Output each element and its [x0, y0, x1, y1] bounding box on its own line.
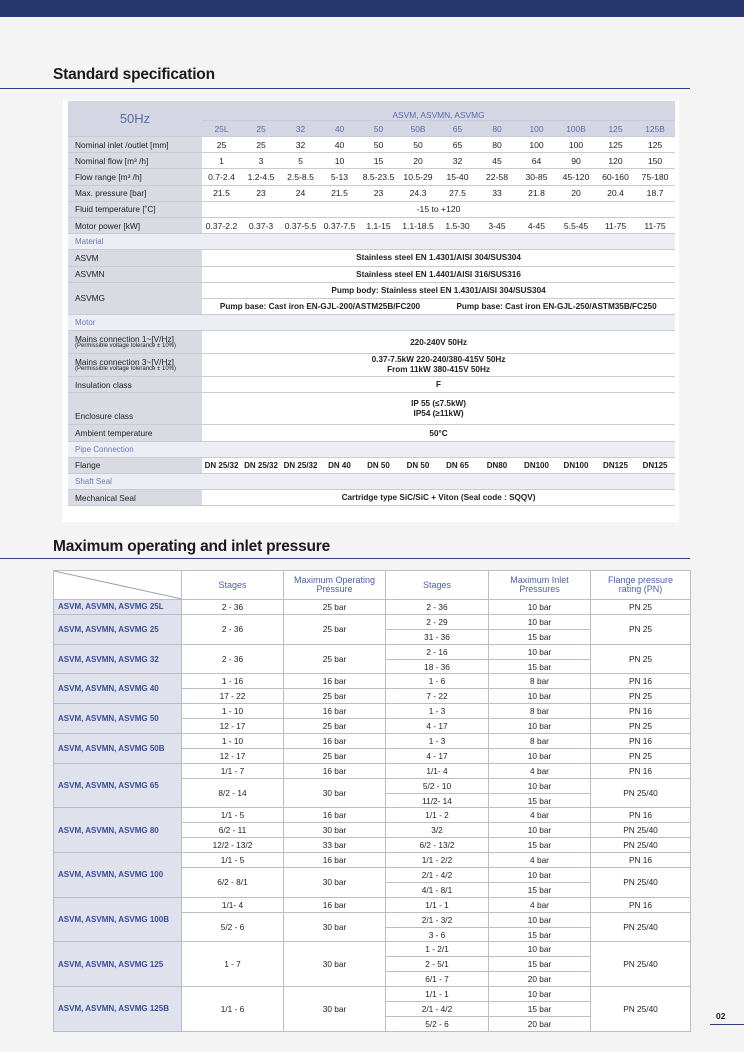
stages-cell: 1/1- 4 [182, 897, 284, 912]
mains3-label-text: Mains connection 3~[V/Hz] [75, 356, 174, 367]
ambient-value: 50°C [202, 425, 675, 441]
spec-cell: 8.5-23.5 [359, 169, 398, 185]
spec-cell: 50 [398, 137, 438, 153]
model-name: ASVM, ASVMN, ASVMG 125 [54, 942, 182, 987]
inlet-stages-cell: 18 - 36 [386, 659, 489, 674]
standard-spec-table [68, 101, 675, 506]
mains1-label [68, 331, 202, 354]
max-inlet-cell: 10 bar [489, 689, 591, 704]
mains3-value [202, 354, 675, 377]
motor-power-cell: 0.37-2.2 [202, 217, 241, 233]
stages-cell: 12 - 17 [182, 719, 284, 734]
spec-cell: 64 [517, 153, 556, 169]
spec-cell: 23 [359, 185, 398, 201]
spec-cell: 125 [596, 137, 635, 153]
max-inlet-cell: 15 bar [489, 957, 591, 972]
flange-rating-cell: PN 25 [591, 614, 691, 644]
spec-cell: 33 [477, 185, 517, 201]
max-inlet-cell: 10 bar [489, 614, 591, 629]
spec-cell: 22-58 [477, 169, 517, 185]
stages-cell: 8/2 - 14 [182, 778, 284, 808]
flange-rating-cell: PN 16 [591, 763, 691, 778]
max-inlet-cell: 15 bar [489, 882, 591, 897]
stages-cell: 1/1 - 5 [182, 808, 284, 823]
mains3-value-1: 0.37-7.5kW 220-240/380-415V 50Hz [371, 355, 506, 365]
max-inlet-cell: 10 bar [489, 912, 591, 927]
material-asvmg-base-2: Pump base: Cast iron EN-GJL-250/ASTM35B/FC250 [438, 298, 675, 314]
spec-row-label: Nominal inlet /outlet [mm] [68, 137, 202, 153]
model-name: ASVM, ASVMN, ASVMG 100B [54, 897, 182, 942]
flange-label: Flange [68, 457, 202, 473]
section-rule-2 [0, 558, 690, 559]
spec-cell: 5-13 [320, 169, 359, 185]
flange-cell: DN 25/32 [241, 457, 281, 473]
max-operating-cell: 30 bar [284, 942, 386, 987]
header-max-operating [284, 571, 386, 600]
spec-cell: 30-85 [517, 169, 556, 185]
inlet-stages-cell: 1 - 3 [386, 734, 489, 749]
inlet-stages-cell: 3 - 6 [386, 927, 489, 942]
section-motor: Motor [68, 315, 675, 331]
section-title-max-pressure: Maximum operating and inlet pressure [53, 538, 331, 555]
model-name: ASVM, ASVMN, ASVMG 32 [54, 644, 182, 674]
inlet-stages-cell: 1/1- 4 [386, 763, 489, 778]
size-header: 25L [202, 121, 241, 137]
enclosure-value [202, 393, 675, 425]
spec-cell: 65 [438, 137, 477, 153]
mechanical-seal-label: Mechanical Seal [68, 490, 202, 506]
model-name: ASVM, ASVMN, ASVMG 65 [54, 763, 182, 808]
size-header: 50B [398, 121, 438, 137]
spec-cell: 2.5-8.5 [281, 169, 320, 185]
flange-rating-cell: PN 16 [591, 734, 691, 749]
spec-cell: 15 [359, 153, 398, 169]
inlet-stages-cell: 4 - 17 [386, 748, 489, 763]
motor-power-cell: 0.37-7.5 [320, 217, 359, 233]
max-inlet-cell: 15 bar [489, 629, 591, 644]
flange-rating-cell: PN 16 [591, 808, 691, 823]
header-diagonal-cell [54, 571, 182, 600]
max-operating-cell: 16 bar [284, 763, 386, 778]
motor-power-cell: 1.5-30 [438, 217, 477, 233]
max-operating-cell: 25 bar [284, 689, 386, 704]
spec-cell: 32 [438, 153, 477, 169]
spec-cell: 1 [202, 153, 241, 169]
insulation-label: Insulation class [68, 377, 202, 393]
max-inlet-cell: 8 bar [489, 734, 591, 749]
inlet-stages-cell: 2 - 16 [386, 644, 489, 659]
flange-rating-cell: PN 16 [591, 704, 691, 719]
stages-cell: 1 - 7 [182, 942, 284, 987]
spec-cell: 10.5-29 [398, 169, 438, 185]
stages-cell: 6/2 - 11 [182, 823, 284, 838]
spec-cell: 150 [635, 153, 675, 169]
section-material: Material [68, 234, 675, 250]
max-inlet-cell: 10 bar [489, 868, 591, 883]
header-max-operating-1: Maximum Operating [293, 575, 376, 585]
motor-power-cell: 11-75 [635, 217, 675, 233]
spec-cell: 27.5 [438, 185, 477, 201]
inlet-stages-cell: 1/1 - 2/2 [386, 853, 489, 868]
max-operating-cell: 30 bar [284, 987, 386, 1032]
spec-cell: 125 [635, 137, 675, 153]
enclosure-value-1: IP 55 (≤7.5kW) [411, 398, 466, 408]
max-operating-cell: 16 bar [284, 853, 386, 868]
inlet-stages-cell: 11/2- 14 [386, 793, 489, 808]
section-rule [0, 88, 690, 89]
stages-cell: 2 - 36 [182, 614, 284, 644]
flange-cell: DN 25/32 [281, 457, 320, 473]
inlet-stages-cell: 1 - 3 [386, 704, 489, 719]
header-diagonal-line [54, 571, 182, 599]
motor-power-cell: 0.37-5.5 [281, 217, 320, 233]
size-header: 25 [241, 121, 281, 137]
top-color-bar [0, 0, 744, 17]
spec-row-label: Nominal flow [m³ /h] [68, 153, 202, 169]
flange-rating-cell: PN 16 [591, 853, 691, 868]
inlet-stages-cell: 1/1 - 2 [386, 808, 489, 823]
spec-cell: 21.8 [517, 185, 556, 201]
spec-cell: 24 [281, 185, 320, 201]
inlet-stages-cell: 7 - 22 [386, 689, 489, 704]
inlet-stages-cell: 6/1 - 7 [386, 972, 489, 987]
spec-cell: 60-160 [596, 169, 635, 185]
spec-cell: 1.2-4.5 [241, 169, 281, 185]
pressure-table [53, 570, 691, 1032]
insulation-value: F [202, 377, 675, 393]
inlet-stages-cell: 2 - 29 [386, 614, 489, 629]
flange-rating-cell: PN 16 [591, 674, 691, 689]
max-inlet-cell: 20 bar [489, 972, 591, 987]
size-header: 80 [477, 121, 517, 137]
inlet-stages-cell: 2/1 - 4/2 [386, 1002, 489, 1017]
max-inlet-cell: 10 bar [489, 644, 591, 659]
max-inlet-cell: 8 bar [489, 674, 591, 689]
max-operating-cell: 30 bar [284, 778, 386, 808]
spec-cell: 21.5 [320, 185, 359, 201]
stages-cell: 2 - 36 [182, 600, 284, 615]
flange-cell: DN80 [477, 457, 517, 473]
stages-cell: 6/2 - 8/1 [182, 868, 284, 898]
flange-cell: DN100 [556, 457, 596, 473]
inlet-stages-cell: 5/2 - 6 [386, 1016, 489, 1031]
header-max-inlet-2: Pressures [519, 584, 560, 594]
header-flange-2: rating (PN) [618, 584, 663, 594]
flange-rating-cell: PN 25/40 [591, 823, 691, 838]
models-header: ASVM, ASVMN, ASVMG [202, 101, 675, 121]
material-asvmg-body: Pump body: Stainless steel EN 1.4301/AISI 304/SUS304 [202, 282, 675, 298]
size-header: 40 [320, 121, 359, 137]
enclosure-label: Enclosure class [68, 393, 202, 425]
spec-cell: 80 [477, 137, 517, 153]
max-operating-cell: 33 bar [284, 838, 386, 853]
flange-rating-cell: PN 25 [591, 689, 691, 704]
max-inlet-cell: 10 bar [489, 719, 591, 734]
stages-cell: 1 - 10 [182, 704, 284, 719]
model-name: ASVM, ASVMN, ASVMG 50 [54, 704, 182, 734]
section-pipe-connection: Pipe Connection [68, 441, 675, 457]
flange-rating-cell: PN 16 [591, 897, 691, 912]
max-operating-cell: 25 bar [284, 614, 386, 644]
header-stages-2: Stages [386, 571, 489, 600]
spec-cell: 18.7 [635, 185, 675, 201]
stages-cell: 1/1 - 6 [182, 987, 284, 1032]
mains1-value: 220-240V 50Hz [202, 331, 675, 354]
size-header: 32 [281, 121, 320, 137]
flange-cell: DN100 [517, 457, 556, 473]
page-number: 02 [716, 1011, 726, 1021]
spec-cell: 5 [281, 153, 320, 169]
flange-rating-cell: PN 25/40 [591, 912, 691, 942]
material-asvmg-base-1: Pump base: Cast iron EN-GJL-200/ASTM25B/FC200 [202, 298, 438, 314]
motor-power-cell: 1.1-18.5 [398, 217, 438, 233]
size-header: 125 [596, 121, 635, 137]
stages-cell: 1/1 - 5 [182, 853, 284, 868]
flange-rating-cell: PN 25 [591, 600, 691, 615]
motor-power-cell: 3-45 [477, 217, 517, 233]
spec-cell: 45-120 [556, 169, 596, 185]
flange-rating-cell: PN 25 [591, 644, 691, 674]
inlet-stages-cell: 1 - 2/1 [386, 942, 489, 957]
model-name: ASVM, ASVMN, ASVMG 40 [54, 674, 182, 704]
header-flange-rating [591, 571, 691, 600]
spec-cell: 90 [556, 153, 596, 169]
material-asvmg-label: ASVMG [68, 282, 202, 314]
max-operating-cell: 16 bar [284, 734, 386, 749]
inlet-stages-cell: 5/2 - 10 [386, 778, 489, 793]
spec-row-label: Flow range [m³ /h] [68, 169, 202, 185]
model-name: ASVM, ASVMN, ASVMG 25 [54, 614, 182, 644]
inlet-stages-cell: 1/1 - 1 [386, 897, 489, 912]
max-operating-cell: 30 bar [284, 868, 386, 898]
stages-cell: 1/1 - 7 [182, 763, 284, 778]
spec-cell: 10 [320, 153, 359, 169]
flange-cell: DN125 [596, 457, 635, 473]
spec-cell: 100 [556, 137, 596, 153]
spec-cell: 21.5 [202, 185, 241, 201]
spec-cell: 120 [596, 153, 635, 169]
size-header: 100B [556, 121, 596, 137]
stages-cell: 17 - 22 [182, 689, 284, 704]
mains3-note: (Permissible voltage tolerance ± 10%) [75, 365, 177, 372]
spec-cell: 24.3 [398, 185, 438, 201]
max-operating-cell: 16 bar [284, 897, 386, 912]
spec-cell: 25 [202, 137, 241, 153]
model-name: ASVM, ASVMN, ASVMG 80 [54, 808, 182, 853]
max-operating-cell: 30 bar [284, 823, 386, 838]
max-inlet-cell: 15 bar [489, 1002, 591, 1017]
model-name: ASVM, ASVMN, ASVMG 100 [54, 853, 182, 898]
inlet-stages-cell: 1 - 6 [386, 674, 489, 689]
max-inlet-cell: 4 bar [489, 808, 591, 823]
motor-power-cell: 1.1-15 [359, 217, 398, 233]
max-inlet-cell: 15 bar [489, 838, 591, 853]
model-name: ASVM, ASVMN, ASVMG 25L [54, 600, 182, 615]
spec-cell: 25 [241, 137, 281, 153]
inlet-stages-cell: 4 - 17 [386, 719, 489, 734]
header-stages-1: Stages [182, 571, 284, 600]
inlet-stages-cell: 3/2 [386, 823, 489, 838]
max-operating-cell: 25 bar [284, 644, 386, 674]
motor-power-cell: 0.37-3 [241, 217, 281, 233]
spec-cell: 15-40 [438, 169, 477, 185]
material-asvm-value: Stainless steel EN 1.4301/AISI 304/SUS304 [202, 250, 675, 266]
spec-cell: 3 [241, 153, 281, 169]
material-asvm-label: ASVM [68, 250, 202, 266]
mechanical-seal-value: Cartridge type SiC/SiC + Viton (Seal code : SQQV) [202, 490, 675, 506]
flange-rating-cell: PN 25/40 [591, 778, 691, 808]
model-name: ASVM, ASVMN, ASVMG 50B [54, 734, 182, 764]
inlet-stages-cell: 6/2 - 13/2 [386, 838, 489, 853]
max-inlet-cell: 15 bar [489, 659, 591, 674]
spec-cell: 75-180 [635, 169, 675, 185]
model-name: ASVM, ASVMN, ASVMG 125B [54, 987, 182, 1032]
inlet-stages-cell: 2/1 - 3/2 [386, 912, 489, 927]
max-inlet-cell: 10 bar [489, 823, 591, 838]
motor-power-cell: 5.5-45 [556, 217, 596, 233]
max-operating-cell: 30 bar [284, 912, 386, 942]
mains1-label-text: Mains connection 1~[V/Hz] [75, 333, 174, 344]
max-inlet-cell: 10 bar [489, 942, 591, 957]
flange-rating-cell: PN 25/40 [591, 942, 691, 987]
stages-cell: 12 - 17 [182, 748, 284, 763]
max-operating-cell: 16 bar [284, 808, 386, 823]
stages-cell: 12/2 - 13/2 [182, 838, 284, 853]
section-title-standard-specification: Standard specification [53, 66, 215, 83]
size-header: 50 [359, 121, 398, 137]
spec-cell: 50 [359, 137, 398, 153]
max-inlet-cell: 4 bar [489, 853, 591, 868]
stages-cell: 1 - 10 [182, 734, 284, 749]
spec-cell: 20.4 [596, 185, 635, 201]
max-inlet-cell: 10 bar [489, 987, 591, 1002]
size-header: 65 [438, 121, 477, 137]
stages-cell: 1 - 16 [182, 674, 284, 689]
page-number-rule [710, 1024, 744, 1025]
fluid-temp-label: Fluid temperature [˚C] [68, 201, 202, 217]
flange-cell: DN 50 [398, 457, 438, 473]
header-flange-1: Flange pressure [607, 575, 674, 585]
header-max-operating-2: Pressure [316, 584, 353, 594]
material-asvmn-value: Stainless steel EN 1.4401/AISI 316/SUS316 [202, 266, 675, 282]
mains3-label [68, 354, 202, 377]
max-inlet-cell: 8 bar [489, 704, 591, 719]
max-inlet-cell: 20 bar [489, 1016, 591, 1031]
fluid-temp-value: -15 to +120 [202, 201, 675, 217]
size-header: 125B [635, 121, 675, 137]
inlet-stages-cell: 1/1 - 1 [386, 987, 489, 1002]
max-operating-cell: 25 bar [284, 719, 386, 734]
max-inlet-cell: 15 bar [489, 793, 591, 808]
freq-header: 50Hz [68, 101, 202, 137]
max-inlet-cell: 15 bar [489, 927, 591, 942]
section-shaft-seal: Shaft Seal [68, 474, 675, 490]
size-header: 100 [517, 121, 556, 137]
spec-cell: 100 [517, 137, 556, 153]
max-inlet-cell: 4 bar [489, 897, 591, 912]
inlet-stages-cell: 4/1 - 8/1 [386, 882, 489, 897]
flange-rating-cell: PN 25 [591, 719, 691, 734]
enclosure-value-2: IP54 (≥11kW) [413, 408, 464, 418]
spec-cell: 32 [281, 137, 320, 153]
max-operating-cell: 16 bar [284, 674, 386, 689]
spec-cell: 23 [241, 185, 281, 201]
max-operating-cell: 16 bar [284, 704, 386, 719]
max-inlet-cell: 10 bar [489, 600, 591, 615]
max-inlet-cell: 10 bar [489, 778, 591, 793]
inlet-stages-cell: 2/1 - 4/2 [386, 868, 489, 883]
flange-cell: DN 65 [438, 457, 477, 473]
spec-cell: 0.7-2.4 [202, 169, 241, 185]
spec-cell: 40 [320, 137, 359, 153]
max-operating-cell: 25 bar [284, 748, 386, 763]
flange-rating-cell: PN 25/40 [591, 838, 691, 853]
max-inlet-cell: 4 bar [489, 763, 591, 778]
flange-cell: DN125 [635, 457, 675, 473]
inlet-stages-cell: 2 - 36 [386, 600, 489, 615]
inlet-stages-cell: 2 - 5/1 [386, 957, 489, 972]
motor-power-label: Motor power [kW] [68, 217, 202, 233]
flange-rating-cell: PN 25/40 [591, 868, 691, 898]
spec-row-label: Max. pressure [bar] [68, 185, 202, 201]
flange-rating-cell: PN 25/40 [591, 987, 691, 1032]
spec-cell: 45 [477, 153, 517, 169]
motor-power-cell: 11-75 [596, 217, 635, 233]
ambient-label: Ambient temperature [68, 425, 202, 441]
flange-rating-cell: PN 25 [591, 748, 691, 763]
max-operating-cell: 25 bar [284, 600, 386, 615]
motor-power-cell: 4-45 [517, 217, 556, 233]
mains3-value-2: From 11kW 380-415V 50Hz [387, 365, 490, 375]
spec-cell: 20 [398, 153, 438, 169]
inlet-stages-cell: 31 - 36 [386, 629, 489, 644]
header-max-inlet [489, 571, 591, 600]
mains1-note: (Permissible voltage tolerance ± 10%) [75, 342, 177, 349]
header-max-inlet-1: Maximum Inlet [510, 575, 569, 585]
stages-cell: 2 - 36 [182, 644, 284, 674]
flange-cell: DN 50 [359, 457, 398, 473]
max-inlet-cell: 10 bar [489, 748, 591, 763]
stages-cell: 5/2 - 6 [182, 912, 284, 942]
flange-cell: DN 25/32 [202, 457, 241, 473]
flange-cell: DN 40 [320, 457, 359, 473]
material-asvmn-label: ASVMN [68, 266, 202, 282]
spec-cell: 20 [556, 185, 596, 201]
